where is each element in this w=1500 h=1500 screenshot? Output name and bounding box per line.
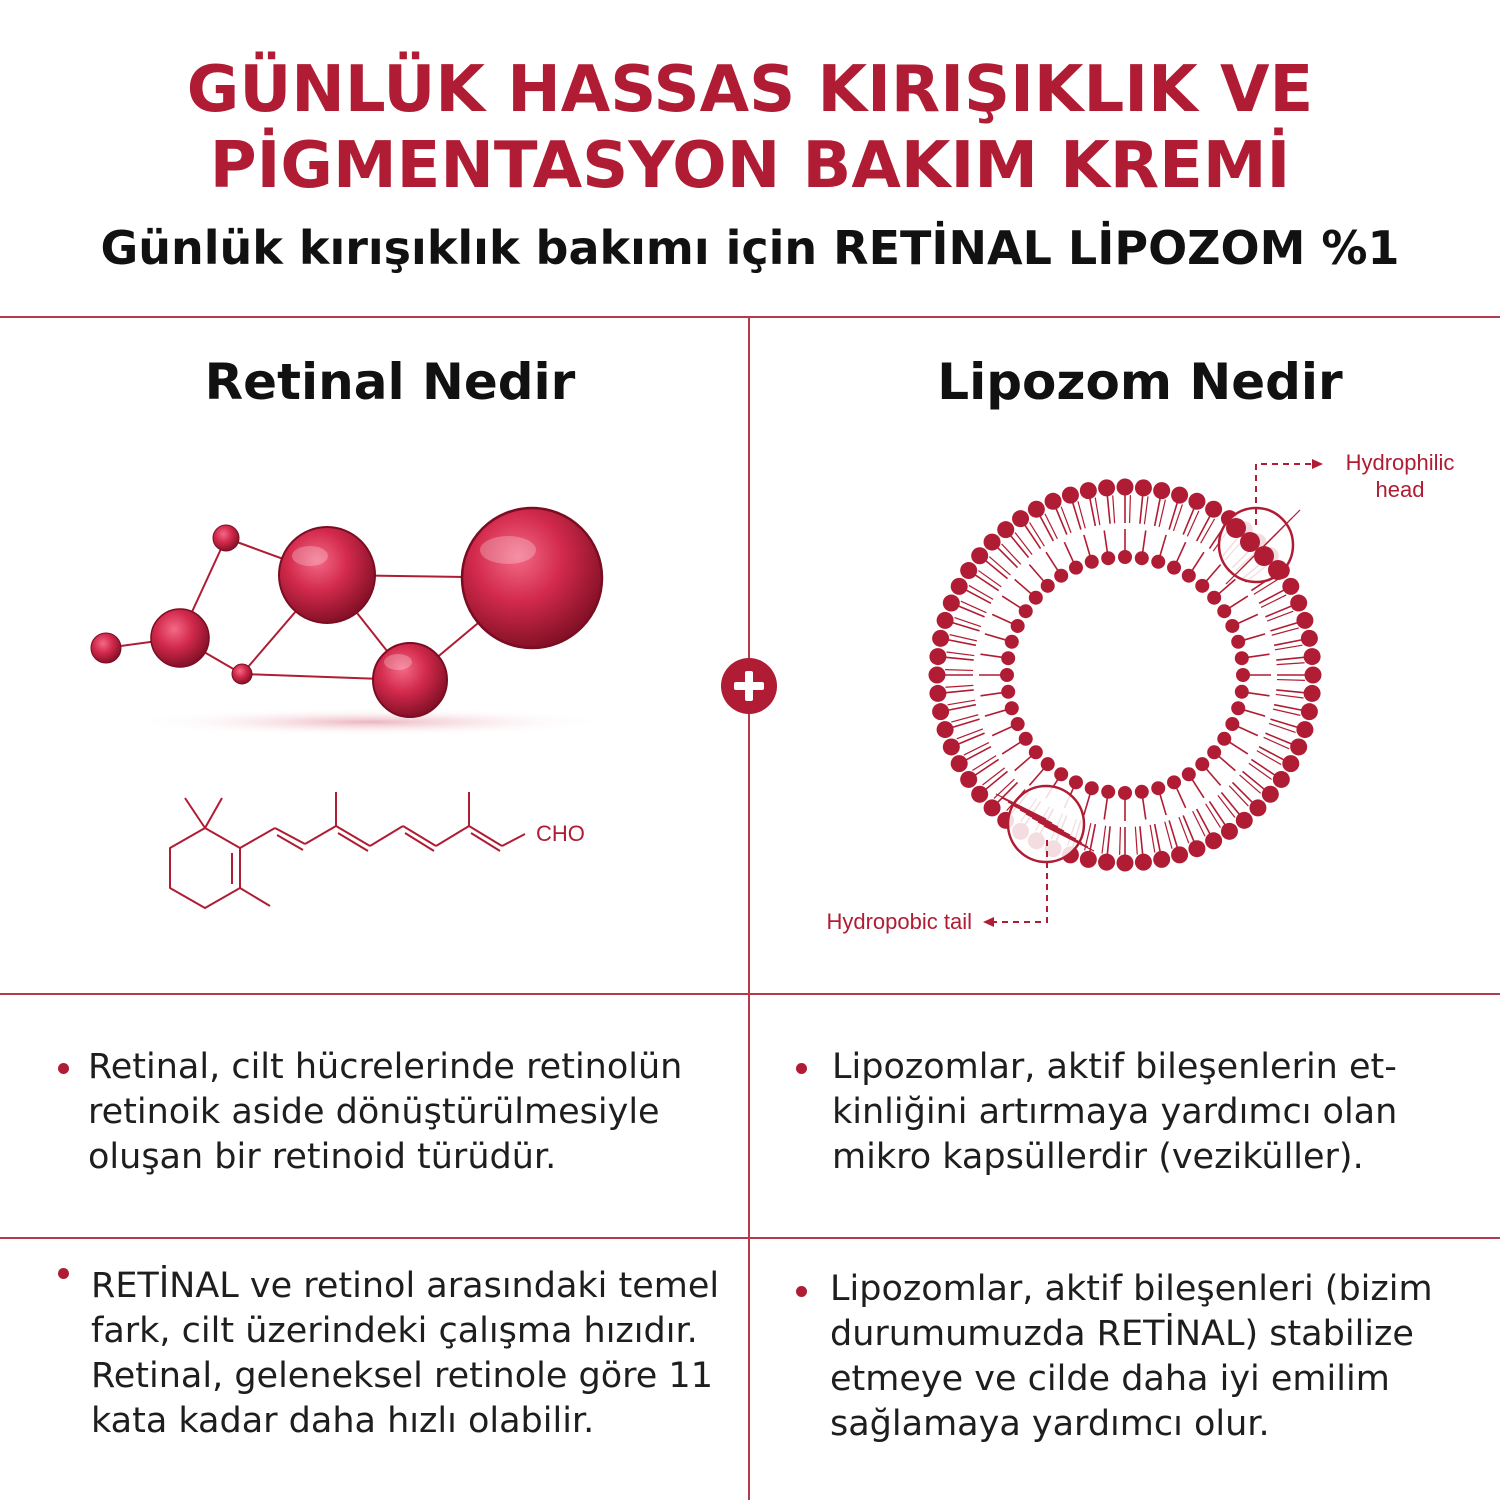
bullet-dot [796,1063,807,1074]
divider-top [0,316,1500,318]
liposome-heading: Lipozom Nedir [937,353,1343,411]
title-line-2: PİGMENTASYON BAKIM KREMİ [209,129,1291,203]
plus-circle-icon [721,658,777,714]
title-line-1: GÜNLÜK HASSAS KIRIŞIKLIK VE [186,53,1314,127]
bullet-dot [58,1063,69,1074]
divider-middle [0,993,1500,995]
liposome-labels [790,440,1480,950]
retinal-bullet-1: Retinal, cilt hücrelerinde retinolün retinoik aside dönüştürülmesiyle oluşan bir retinoid türüdür. [88,1047,683,1177]
divider-vertical [748,318,750,1500]
bullet-dot [58,1268,69,1279]
molecule-icon [70,490,640,750]
hydrophilic-label-line2: head [1375,477,1425,502]
subtitle: Günlük kırışıklık bakımı için RETİNAL LİPOZOM %1 [100,221,1400,275]
liposome-bullet-1: Lipozomlar, aktif bileşenlerin et- kinliğini artırmaya yardımcı olan mikro kapsüllerdir (veziküller). [832,1047,1398,1177]
retinal-formula-icon [160,780,610,920]
formula-label: CHO [536,821,585,846]
retinal-heading: Retinal Nedir [204,353,576,411]
liposome-bullet-2: Lipozomlar, aktif bileşenleri (bizim durumumuzda RETİNAL) stabilize etmeye ve cilde daha iyi emilim sağlamaya yardımcı olur. [830,1269,1433,1444]
hydrophobic-label: Hydropobic tail [826,909,972,934]
divider-bottom [0,1237,1500,1239]
bullet-dot [796,1286,807,1297]
hydrophilic-label-line1: Hydrophilic [1345,450,1455,475]
retinal-bullet-2: RETİNAL ve retinol arasındaki temel fark, cilt üzerindeki çalışma hızıdır. Retinal, geleneksel retinole göre 11 kata kadar daha hızlı olabilir. [91,1266,720,1441]
